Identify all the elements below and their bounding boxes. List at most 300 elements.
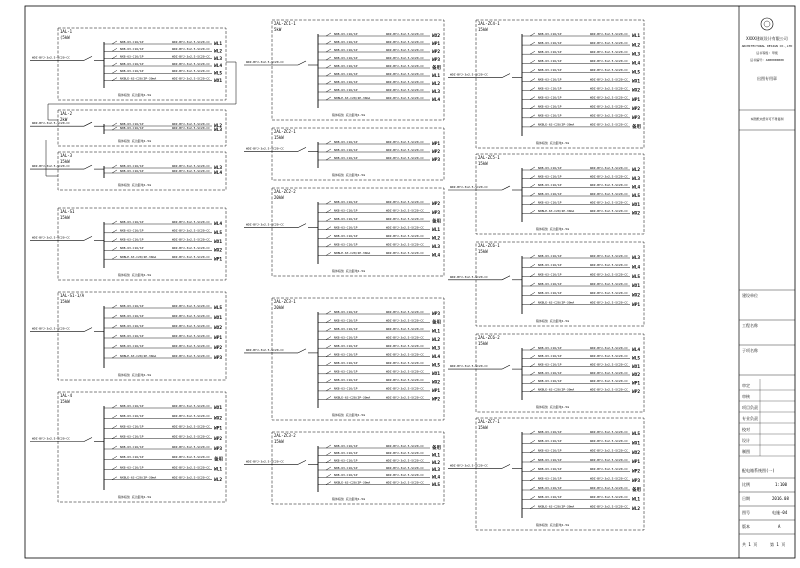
circuit-label: WL4 [632, 265, 641, 271]
circuit-label: WL4 [432, 98, 441, 104]
circuit-breaker-icon [530, 372, 535, 375]
cabinet-note: 箱体暗装 底边距地1.5m [536, 523, 570, 527]
breaker-spec: NXBLE-63-C20/2P-30mA [538, 387, 575, 392]
cable-spec: WDZ-BYJ-3x2.5-SC20-CC [590, 104, 628, 109]
cable-spec: WDZ-BYJ-3x2.5-SC20-CC [590, 174, 628, 179]
cable-spec: WDZ-BYJ-3x2.5-SC20-CC [386, 242, 424, 247]
cable-spec: WDZ-BYJ-3x2.5-SC20-CC [386, 443, 424, 448]
circuit-breaker-icon [530, 124, 535, 127]
main-switch-contact [298, 147, 306, 151]
circuit-label: WL4 [632, 348, 641, 354]
circuit-label: WL4 [432, 253, 441, 259]
cable-spec: WDZ-BYJ-3x2.5-SC20-CC [386, 473, 424, 478]
main-switch-contact [84, 438, 92, 442]
circuit-label: WL3 [432, 245, 441, 251]
cable-spec: WDZ-BYJ-3x2.5-SC20-CC [590, 209, 628, 214]
panel-load: 15kW [478, 341, 488, 346]
cable-spec: WDZ-BYJ-3x2.5-SC20-CC [386, 225, 424, 230]
incoming-cable-spec: WDZ-BYJ-3x2.5-SC20-CC [246, 146, 284, 151]
circuit-label: WP3 [214, 447, 223, 453]
cable-spec: WDZ-BYJ-3x2.5-SC20-CC [172, 323, 210, 328]
circuit-label: WL4 [632, 61, 641, 67]
circuit-breaker-icon [112, 170, 117, 173]
incoming-cable-spec: WDZ-BYJ-3x2.5-SC20-CC [450, 72, 488, 77]
breaker-spec: NXB-63-C16/1P [334, 208, 358, 213]
breaker-spec: NXB-63-C16/1P [334, 335, 358, 340]
circuit-breaker-icon [530, 167, 535, 170]
cable-spec: WDZ-BYJ-3x2.5-SC20-CC [386, 87, 424, 92]
circuit-label: WX1 [632, 202, 641, 208]
cabinet-note: 箱体暗装 底边距地1.5m [118, 139, 152, 143]
circuit-label: WL1 [214, 467, 223, 473]
circuit-breaker-icon [326, 149, 331, 152]
circuit-breaker-icon [530, 431, 535, 434]
cable-spec: WDZ-BYJ-3x2.5-SC20-CC [172, 475, 210, 480]
main-switch-contact [298, 349, 306, 353]
breaker-spec: NXB-63-C16/1P [334, 79, 358, 84]
main-switch-contact [298, 224, 306, 228]
circuit-breaker-icon [530, 302, 535, 305]
circuit-label: WP1 [632, 302, 641, 308]
cable-spec: WDZ-BYJ-3x2.5-SC20-CC [590, 485, 628, 490]
breaker-spec: NXB-63-C16/1P [120, 246, 144, 251]
incoming-cable-spec: WDZ-BYJ-3x2.5-SC20-CC [450, 364, 488, 369]
circuit-breaker-icon [326, 73, 331, 76]
incoming-cable-spec: WDZ-BYJ-3x2.5-SC20-CC [450, 185, 488, 189]
circuit-breaker-icon [112, 123, 117, 126]
cable-spec: WDZ-BYJ-3x2.5-SC20-CC [172, 414, 210, 419]
breaker-spec: NXB-63-C16/1P [334, 216, 358, 221]
circuit-breaker-icon [112, 456, 117, 459]
cable-spec: WDZ-BYJ-3x2.5-SC20-CC [590, 439, 628, 444]
breaker-spec: NXB-63-C16/1P [538, 263, 562, 268]
circuit-breaker-icon [326, 201, 331, 204]
cable-spec: WDZ-BYJ-3x2.5-SC20-CC [386, 199, 424, 204]
panel-load: 15kW [478, 161, 488, 166]
circuit-label: WL4 [432, 475, 441, 481]
cable-spec: WDZ-BYJ-3x2.5-SC20-CC [590, 272, 628, 277]
panel-code: 2AL-ZC7-1 [478, 419, 500, 424]
circuit-breaker-icon [326, 445, 331, 448]
circuit-label: WP2 [632, 106, 641, 112]
breaker-spec: NXB-63-C16/1P [538, 40, 562, 45]
breaker-spec: NXBLE-63-C20/2P-30mA [538, 504, 575, 509]
circuit-breaker-icon [112, 355, 117, 358]
circuit-label: WX1 [632, 441, 641, 447]
panel-load: 15kW [478, 425, 488, 430]
circuit-breaker-icon [326, 81, 331, 84]
panel-code: 2AL-ZC3-2 [274, 433, 296, 438]
cable-spec: WDZ-BYJ-3x2.5-SC20-CC [590, 362, 628, 367]
circuit-label: WL3 [214, 128, 223, 134]
circuit-breaker-icon [326, 482, 331, 485]
incoming-cable-spec: WDZ-BYJ-3x2.5-SC20-CC [246, 459, 284, 464]
breaker-spec: NXB-63-C16/1P [120, 228, 144, 233]
breaker-spec: NXB-63-C16/1P [538, 31, 562, 36]
circuit-breaker-icon [326, 328, 331, 331]
panel-enclosure [476, 20, 644, 148]
cable-spec: WDZ-BYJ-3x2.5-SC20-CC [172, 69, 210, 74]
breaker-spec: NXB-63-C16/1P [334, 326, 358, 331]
project-name-label: 工程名称 [742, 323, 758, 328]
version-label: 版本 [742, 524, 750, 529]
circuit-label: WL2 [432, 460, 441, 466]
cable-spec: WDZ-BYJ-3x2.5-SC20-CC [172, 434, 210, 439]
circuit-label: WL1 [432, 227, 441, 233]
breaker-spec: NXB-63-C16/1P [334, 473, 358, 478]
cabinet-note: 箱体暗装 底边距地1.5m [332, 173, 366, 177]
cable-spec: WDZ-BYJ-3x2.5-SC20-CC [172, 246, 210, 251]
circuit-label: 备用 [432, 66, 441, 72]
cable-spec: WDZ-BYJ-3x2.5-SC20-CC [590, 354, 628, 359]
breaker-spec: NXB-63-C16/1P [538, 68, 562, 73]
company-name-en: ARCHITECTURAL DESIGN CO.,LTD [741, 44, 793, 48]
circuit-breaker-icon [326, 244, 331, 247]
cable-spec: WDZ-BYJ-3x2.5-SC20-CC [386, 378, 424, 383]
company-logo-icon [761, 18, 773, 30]
circuit-label: WL2 [432, 82, 441, 88]
cable-spec: WDZ-BYJ-3x2.5-SC20-CC [386, 47, 424, 52]
circuit-breaker-icon [326, 362, 331, 365]
breaker-spec: NXB-63-C16/1P [120, 54, 144, 59]
circuit-label: WX1 [214, 316, 223, 322]
incoming-cable-spec: WDZ-BYJ-3x2.5-SC20-CC [246, 222, 284, 227]
circuit-label: WL2 [632, 43, 641, 49]
cabinet-note: 箱体暗装 底边距地1.5m [536, 141, 570, 145]
circuit-label: WP1 [432, 389, 441, 395]
circuit-breaker-icon [530, 202, 535, 205]
circuit-label: WL4 [214, 171, 223, 177]
company-name: XXXX建筑设计有限公司 [746, 36, 788, 41]
breaker-spec: NXB-63-C16/1P [334, 309, 358, 314]
cable-spec: WDZ-BYJ-3x2.5-SC20-CC [590, 95, 628, 100]
breaker-spec: NXBLE-63-C20/2P-30mA [120, 475, 157, 480]
scale-label: 比例 [742, 482, 750, 487]
circuit-label: WX1 [432, 372, 441, 378]
circuit-breaker-icon [112, 56, 117, 59]
cable-spec: WDZ-BYJ-3x2.5-SC20-CC [590, 263, 628, 268]
cable-spec: WDZ-BYJ-3x2.5-SC20-CC [172, 465, 210, 470]
panel-load: 2kW [60, 117, 68, 122]
breaker-spec: NXBLE-63-C20/2P-30mA [334, 95, 371, 100]
breaker-spec: NXBLE-63-C20/2P-30mA [538, 209, 575, 214]
circuit-label: WL1 [432, 74, 441, 80]
cabinet-note: 箱体暗装 底边距地1.5m [332, 113, 366, 117]
panel-load: 15kW [478, 27, 488, 32]
cable-spec: WDZ-BYJ-3x2.5-SC20-CC [172, 219, 210, 224]
circuit-label: WL2 [432, 236, 441, 242]
breaker-spec: NXB-63-C16/1P [334, 55, 358, 60]
breaker-spec: NXB-63-C16/1P [120, 61, 144, 66]
circuit-breaker-icon [326, 65, 331, 68]
panel-enclosure [58, 208, 226, 280]
circuit-breaker-icon [530, 33, 535, 36]
cabinet-note: 箱体暗装 底边距地1.5m [536, 319, 570, 323]
circuit-label: WL3 [214, 166, 223, 172]
cable-spec: WDZ-BYJ-3x2.5-SC20-CC [172, 39, 210, 44]
breaker-spec: NXB-63-C16/1P [538, 253, 562, 258]
panel-code: 1AL-4 [60, 393, 73, 398]
panel-code: 2AL-ZC6-2 [478, 335, 500, 340]
main-switch-contact [502, 276, 510, 280]
circuit-breaker-icon [530, 176, 535, 179]
circuit-label: WL3 [214, 56, 223, 62]
cable-spec: WDZ-BYJ-3x2.5-SC20-CC [386, 451, 424, 456]
main-switch-contact [298, 61, 306, 65]
breaker-spec: NXB-63-C16/1P [334, 71, 358, 76]
circuit-label: WP3 [432, 210, 441, 216]
breaker-spec: NXB-63-C16/1P [334, 147, 358, 152]
circuit-label: WL4 [214, 64, 223, 70]
circuit-breaker-icon [530, 380, 535, 383]
circuit-breaker-icon [112, 48, 117, 51]
circuit-breaker-icon [530, 115, 535, 118]
circuit-breaker-icon [326, 474, 331, 477]
circuit-breaker-icon [530, 468, 535, 471]
circuit-breaker-icon [530, 440, 535, 443]
cable-spec: WDZ-BYJ-3x2.5-SC20-CC [590, 49, 628, 54]
breaker-spec: NXB-63-C16/1P [334, 155, 358, 160]
circuit-label: WL2 [632, 168, 641, 174]
circuit-label: WL4 [632, 185, 641, 191]
breaker-spec: NXB-63-C16/1P [120, 219, 144, 224]
cable-spec: WDZ-BYJ-3x2.5-SC20-CC [590, 253, 628, 258]
circuit-label: WP2 [632, 469, 641, 475]
circuit-breaker-icon [112, 477, 117, 480]
cable-spec: WDZ-BYJ-3x2.5-SC20-CC [172, 403, 210, 408]
circuit-label: WL3 [632, 176, 641, 182]
breaker-spec: NXB-63-C16/1P [120, 69, 144, 74]
circuit-label: 备用 [432, 219, 441, 225]
sub-item-label: 子项名称 [742, 348, 758, 353]
cable-spec: WDZ-BYJ-3x2.5-SC20-CC [590, 59, 628, 64]
circuit-breaker-icon [530, 255, 535, 258]
main-switch-contact [502, 365, 510, 369]
circuit-breaker-icon [326, 252, 331, 255]
circuit-breaker-icon [326, 49, 331, 52]
circuit-breaker-icon [530, 97, 535, 100]
circuit-breaker-icon [112, 247, 117, 250]
breaker-spec: NXBLE-63-C20/2P-30mA [120, 255, 157, 259]
sheet-number-label: 图号 [742, 510, 750, 515]
version-value: A [778, 524, 781, 529]
signature-field-label: 审定 [742, 383, 750, 388]
circuit-label: WX2 [632, 211, 641, 217]
circuit-breaker-icon [326, 89, 331, 92]
cable-spec: WDZ-BYJ-3x2.5-SC20-CC [172, 76, 210, 81]
breaker-spec: NXB-63-C16/1P [538, 113, 562, 118]
main-switch-contact [298, 460, 306, 464]
cable-spec: WDZ-BYJ-3x2.5-SC20-CC [590, 370, 628, 375]
circuit-label: WP1 [632, 460, 641, 466]
incoming-cable-spec: WDZ-BYJ-3x2.5-SC20-CC [32, 164, 70, 169]
circuit-breaker-icon [530, 88, 535, 91]
breaker-spec: NXB-63-C16/1P [120, 414, 144, 419]
circuit-label: WX2 [632, 293, 641, 299]
cable-spec: WDZ-BYJ-3x2.5-SC20-CC [590, 291, 628, 296]
breaker-spec: NXB-63-C16/1P [538, 49, 562, 54]
cable-spec: WDZ-BYJ-3x2.5-SC20-CC [386, 361, 424, 366]
circuit-label: WL2 [432, 337, 441, 343]
drawing-name: 配电箱系统图(一) [742, 468, 775, 473]
circuit-breaker-icon [112, 426, 117, 429]
circuit-breaker-icon [326, 452, 331, 455]
breaker-spec: NXB-63-C16/1P [538, 191, 562, 196]
circuit-label: WP2 [214, 436, 223, 442]
breaker-spec: NXB-63-C16/1P [538, 457, 562, 462]
cable-spec: WDZ-BYJ-3x2.5-SC20-CC [386, 343, 424, 348]
incoming-cable-spec: WDZ-BYJ-3x2.5-SC20-CC [246, 60, 284, 64]
circuit-label: 备用 [632, 125, 641, 131]
incoming-cable-spec: WDZ-BYJ-3x2.5-SC20-CC [32, 436, 70, 441]
cable-spec: WDZ-BYJ-3x2.5-SC20-CC [172, 125, 210, 130]
certificate-level: 证书等级: 甲级 [756, 51, 778, 55]
cable-spec: WDZ-BYJ-3x2.5-SC20-CC [386, 139, 424, 144]
circuit-label: WL5 [632, 70, 641, 76]
breaker-spec: NXB-63-C16/1P [538, 379, 562, 384]
circuit-label: WP3 [214, 356, 223, 362]
panel-code: 2AL-ZC2-1 [274, 129, 296, 134]
breaker-spec: NXB-63-C16/1P [334, 199, 358, 204]
circuit-breaker-icon [112, 315, 117, 318]
signature-field-label: 专业负责 [742, 416, 758, 421]
main-switch-contact [502, 464, 510, 468]
breaker-spec: NXB-63-C16/1P [120, 403, 144, 408]
cabinet-note: 箱体暗装 底边距地1.5m [118, 373, 152, 377]
circuit-label: WL3 [432, 468, 441, 474]
signature-field-label: 设计 [742, 438, 750, 443]
circuit-label: WP2 [632, 389, 641, 395]
interconnect-line [46, 140, 58, 176]
circuit-breaker-icon [112, 325, 117, 328]
breaker-spec: NXB-63-C16/1P [538, 291, 562, 296]
breaker-spec: NXB-63-C16/1P [538, 174, 562, 179]
circuit-label: WP2 [432, 50, 441, 56]
panel-load: 5kW [274, 27, 282, 32]
circuit-breaker-icon [112, 63, 117, 66]
circuit-breaker-icon [326, 41, 331, 44]
panel-code: 2AL-ZC6-1 [478, 243, 500, 248]
breaker-spec: NXB-63-C16/1P [538, 370, 562, 375]
circuit-label: WP1 [214, 257, 223, 263]
cable-spec: WDZ-BYJ-3x2.5-SC20-CC [590, 86, 628, 91]
circuit-label: WX2 [214, 248, 223, 254]
cable-spec: WDZ-BYJ-3x2.5-SC20-CC [590, 495, 628, 500]
breaker-spec: NXB-63-C16/1P [334, 87, 358, 92]
cabinet-note: 箱体暗装 底边距地1.5m [118, 273, 152, 277]
circuit-breaker-icon [530, 459, 535, 462]
circuit-label: WP1 [214, 426, 223, 432]
breaker-spec: NXB-63-C16/1P [538, 272, 562, 277]
circuit-label: WL4 [432, 354, 441, 360]
scale-value: 1:100 [775, 482, 788, 487]
circuit-label: WP1 [632, 381, 641, 387]
breaker-spec: NXB-63-C16/1P [334, 361, 358, 366]
circuit-breaker-icon [530, 450, 535, 453]
main-switch-contact [502, 74, 510, 78]
cable-spec: WDZ-BYJ-3x2.5-SC20-CC [172, 303, 210, 308]
breaker-spec: NXB-63-C16/1P [334, 39, 358, 44]
breaker-spec: NXB-63-C16/1P [120, 163, 144, 168]
breaker-spec: NXB-63-C16/1P [334, 451, 358, 456]
circuit-breaker-icon [530, 60, 535, 63]
circuit-breaker-icon [112, 230, 117, 233]
breaker-spec: NXBLE-63-C20/2P-30mA [334, 395, 371, 400]
incoming-cable-spec: WDZ-BYJ-3x2.5-SC20-CC [450, 274, 488, 279]
panel-code: 1AL-1 [60, 29, 73, 34]
breaker-spec: NXB-63-C16/1P [120, 434, 144, 439]
breaker-spec: NXB-63-C16/1P [538, 104, 562, 109]
breaker-spec: NXB-63-C16/1P [120, 237, 144, 242]
cable-spec: WDZ-BYJ-3x2.5-SC20-CC [172, 444, 210, 449]
breaker-spec: NXB-63-C16/1P [538, 439, 562, 444]
main-switch-contact [84, 165, 92, 169]
circuit-breaker-icon [112, 78, 117, 81]
circuit-breaker-icon [112, 345, 117, 348]
breaker-spec: NXB-63-C16/1P [538, 77, 562, 82]
circuit-label: WL5 [432, 482, 441, 488]
circuit-breaker-icon [326, 320, 331, 323]
circuit-breaker-icon [530, 478, 535, 481]
breaker-spec: NXB-63-C16/1P [334, 343, 358, 348]
circuit-label: WP1 [432, 42, 441, 48]
breaker-spec: NXB-63-C16/1P [538, 59, 562, 64]
cable-spec: WDZ-BYJ-3x2.5-SC20-CC [590, 345, 628, 350]
panel-code: 2AL-ZC4-1 [478, 21, 500, 26]
circuit-label: WP3 [432, 58, 441, 64]
circuit-label: WX2 [632, 88, 641, 94]
breaker-spec: NXBLE-63-C20/2P-30mA [334, 480, 371, 485]
circuit-label: WX1 [632, 79, 641, 85]
panel-load: 20kW [274, 305, 284, 310]
breaker-spec: NXBLE-63-C20/2P-30mA [120, 353, 157, 358]
circuit-label: WP1 [432, 142, 441, 148]
cabinet-note: 箱体暗装 底边距地1.5m [332, 497, 366, 501]
breaker-spec: NXB-63-C16/1P [334, 378, 358, 383]
breaker-spec: NXB-63-C16/1P [334, 465, 358, 470]
incoming-cable-spec: WDZ-BYJ-3x2.5-SC20-CC [450, 463, 488, 468]
cable-spec: WDZ-BYJ-3x2.5-SC20-CC [386, 147, 424, 152]
circuit-breaker-icon [326, 157, 331, 160]
breaker-spec: NXB-63-C16/1P [538, 95, 562, 100]
circuit-breaker-icon [326, 33, 331, 36]
circuit-label: WP2 [432, 397, 441, 403]
breaker-spec: NXB-63-C16/1P [334, 139, 358, 144]
circuit-label: WL3 [632, 256, 641, 262]
circuit-breaker-icon [530, 389, 535, 392]
cable-spec: WDZ-BYJ-3x2.5-SC20-CC [386, 480, 424, 485]
cable-spec: WDZ-BYJ-3x2.5-SC20-CC [386, 95, 424, 100]
circuit-breaker-icon [112, 127, 117, 130]
breaker-spec: NXB-63-C16/1P [334, 225, 358, 230]
panel-load: 20kW [274, 195, 284, 200]
circuit-label: WL5 [214, 71, 223, 77]
breaker-spec: NXB-63-C16/1P [334, 63, 358, 68]
cabinet-note: 箱体暗装 底边距地1.5m [536, 227, 570, 231]
cable-spec: WDZ-BYJ-3x2.5-SC20-CC [590, 122, 628, 127]
circuit-breaker-icon [530, 496, 535, 499]
circuit-breaker-icon [530, 364, 535, 367]
cable-spec: WDZ-BYJ-3x2.5-SC20-CC [590, 200, 628, 205]
cable-spec: WDZ-BYJ-3x2.5-SC20-CC [590, 77, 628, 82]
signature-rows [739, 379, 795, 456]
circuit-label: WP2 [214, 346, 223, 352]
date-value: 2016.08 [772, 496, 789, 501]
cable-spec: WDZ-BYJ-3x2.5-SC20-CC [386, 63, 424, 68]
circuit-breaker-icon [112, 467, 117, 470]
cable-spec: WDZ-BYJ-3x2.5-SC20-CC [172, 353, 210, 358]
cable-spec: WDZ-BYJ-3x2.5-SC20-CC [386, 55, 424, 60]
